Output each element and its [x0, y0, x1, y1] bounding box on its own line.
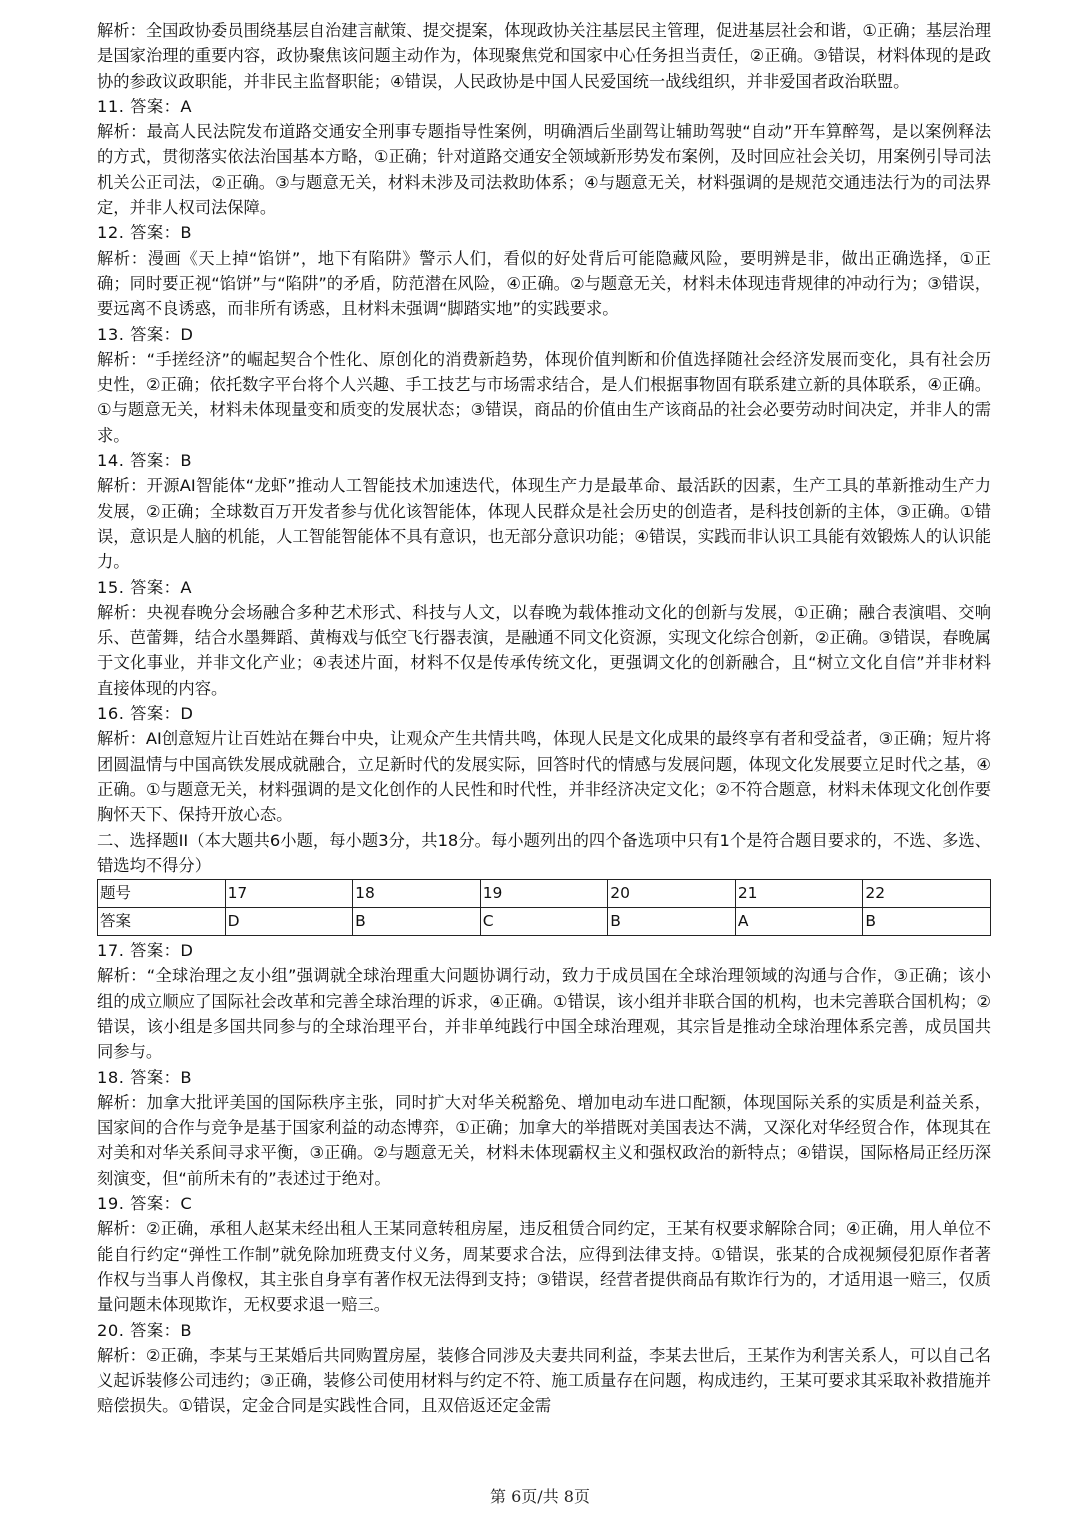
- table-cell: 22: [863, 880, 991, 908]
- paragraph: 解析：②正确，承租人赵某未经出租人王某同意转租房屋，违反租赁合同约定，王某有权要求解除合同；④正确，用人单位不能自行约定“弹性工作制”就免除加班费支付义务，周某要求合法，应得到法律支持。①错误，张某的合成视频侵犯原作者著作权与当事人肖像权，其主张自身享有著作权无法得到支持；③错误，经营者提供商品有欺诈行为的，才适用退一赔三，仅质量问题未体现欺诈，无权要求退一赔三。: [97, 1219, 991, 1315]
- answer-line: 16. 答案：D: [97, 704, 194, 724]
- document-body: [97, 18, 991, 1419]
- table-row: [98, 880, 991, 908]
- table-cell: B: [608, 908, 736, 936]
- paragraph: 解析：“全球治理之友小组”强调就全球治理重大问题协调行动，致力于成员国在全球治理领域的沟通与合作，③正确；该小组的成立顺应了国际社会改革和完善全球治理的诉求，④正确。①错误，该小组并非联合国的机构，也未完善联合国机构；②错误，该小组是多国共同参与的全球治理平台，并非单纯践行中国全球治理观，其宗旨是推动全球治理体系完善，成员国共同参与。: [97, 966, 991, 1062]
- table-cell: 18: [353, 880, 481, 908]
- paragraph: 解析：央视春晚分会场融合多种艺术形式、科技与人文，以春晚为载体推动文化的创新与发展，①正确；融合表演唱、交响乐、芭蕾舞，结合水墨舞蹈、黄梅戏与低空飞行器表演，是融通不同文化资源，实现文化综合创新，②正确。③错误，春晚属于文化事业，并非文化产业；④表述片面，材料不仅是传承传统文化，更强调文化的创新融合，且“树立文化自信”并非材料直接体现的内容。: [97, 602, 991, 698]
- table-cell: 21: [735, 880, 863, 908]
- table-header-cell: 题号: [98, 880, 226, 908]
- table-cell: 20: [608, 880, 736, 908]
- answer-line: 14. 答案：B: [97, 451, 193, 471]
- answer-line: 17. 答案：D: [97, 941, 194, 961]
- paragraph: 解析：全国政协委员围绕基层自治建言献策、提交提案，体现政协关注基层民主管理，促进基层社会和谐，①正确；基层治理是国家治理的重要内容，政协聚焦该问题主动作为，体现聚焦党和国家中心任务担当责任，②正确。③错误，材料体现的是政协的参政议政职能，并非民主监督职能；④错误，人民政协是中国人民爱国统一战线组织，并非爱国者政治联盟。: [97, 21, 991, 91]
- paragraph: 解析：②正确，李某与王某婚后共同购置房屋，装修合同涉及夫妻共同利益，李某去世后，王某作为利害关系人，可以自己名义起诉装修公司违约；③正确，装修公司使用材料与约定不符、施工质量存在问题，构成违约，王某可要求其采取补救措施并赔偿损失。①错误，定金合同是实践性合同，且双倍返还定金需: [97, 1345, 991, 1416]
- answer-line: 19. 答案：C: [97, 1194, 193, 1214]
- answer-table: [97, 879, 991, 936]
- paragraph: 解析：最高人民法院发布道路交通安全刑事专题指导性案例，明确酒后坐副驾让辅助驾驶“自动”开车算醉驾，是以案例释法的方式，贯彻落实依法治国基本方略，①正确；针对道路交通安全领域新形势发布案例，及时回应社会关切，用案例引导司法机关公正司法，②正确。③与题意无关，材料未涉及司法救助体系；④与题意无关，材料强调的是规范交通违法行为的司法界定，并非人权司法保障。: [97, 122, 991, 218]
- answer-line: 12. 答案：B: [97, 223, 193, 243]
- page-number: 第 6页/共 8页: [490, 1487, 590, 1506]
- answer-line: 13. 答案：D: [97, 324, 194, 344]
- paragraph: 解析：开源AI智能体“龙虾”推动人工智能技术加速迭代，体现生产力是最革命、最活跃的因素，生产工具的革新推动生产力发展，②正确；全球数百万开发者参与优化该智能体，体现人民群众是社会历史的创造者，是科技创新的主体，③正确。①错误，意识是人脑的机能，人工智能智能体不具有意识，也无部分意识功能；④错误，实践而非认识工具能有效锻炼人的认识能力。: [97, 476, 991, 572]
- table-cell: 19: [480, 880, 608, 908]
- table-header-cell: 答案: [98, 908, 226, 936]
- table-cell: B: [863, 908, 991, 936]
- paragraph: 解析：“手搓经济”的崛起契合个性化、原创化的消费新趋势，体现价值判断和价值选择随社会经济发展而变化，具有社会历史性，②正确；依托数字平台将个人兴趣、手工技艺与市场需求结合，是人们根据事物固有联系建立新的具体联系，④正确。①与题意无关，材料未体现量变和质变的发展状态；③错误，商品的价值由生产该商品的社会必要劳动时间决定，并非人的需求。: [97, 349, 991, 445]
- table-cell: A: [735, 908, 863, 936]
- table-cell: C: [480, 908, 608, 936]
- answer-line: 18. 答案：B: [97, 1067, 193, 1087]
- answer-line: 20. 答案：B: [97, 1320, 193, 1340]
- paragraph: 解析：加拿大批评美国的国际秩序主张，同时扩大对华关税豁免、增加电动车进口配额，体现国际关系的实质是利益关系，国家间的合作与竞争是基于国家利益的动态博弈，①正确；加拿大的举措既对美国表达不满，又深化对华经贸合作，体现其在对美和对华关系间寻求平衡，③正确。②与题意无关，材料未体现霸权主义和强权政治的新特点；④错误，国际格局正经历深刻演变，但“前所未有的”表述过于绝对。: [97, 1092, 991, 1188]
- paragraph: 解析：AI创意短片让百姓站在舞台中央，让观众产生共情共鸣，体现人民是文化成果的最终享有者和受益者，③正确；短片将团圆温情与中国高铁发展成就融合，立足新时代的发展实际，回答时代的情感与发展问题，体现文化发展要立足时代之基，④正确。①与题意无关，材料强调的是文化创作的人民性和时代性，并非经济决定文化；②不符合题意，材料未体现文化创作要胸怀天下、保持开放心态。: [97, 729, 991, 825]
- table-cell: D: [225, 908, 353, 936]
- table-cell: B: [353, 908, 481, 936]
- paragraph: 解析：漫画《天上掉“馅饼”，地下有陷阱》警示人们，看似的好处背后可能隐藏风险，要明辨是非，做出正确选择，①正确；同时要正视“馅饼”与“陷阱”的矛盾，防范潜在风险，④正确。②与题意无关，材料未体现违背规律的冲动行为；③错误，要远离不良诱惑，而非所有诱惑，且材料未强调“脚踏实地”的实践要求。: [97, 248, 991, 319]
- answer-line: 11. 答案：A: [97, 96, 193, 116]
- answer-line: 15. 答案：A: [97, 577, 193, 597]
- table-row: [98, 908, 991, 936]
- table-cell: 17: [225, 880, 353, 908]
- section-heading: 二、选择题II（本大题共6小题，每小题3分，共18分。每小题列出的四个备选项中只有1个是符合题目要求的，不选、多选、错选均不得分）: [97, 830, 991, 875]
